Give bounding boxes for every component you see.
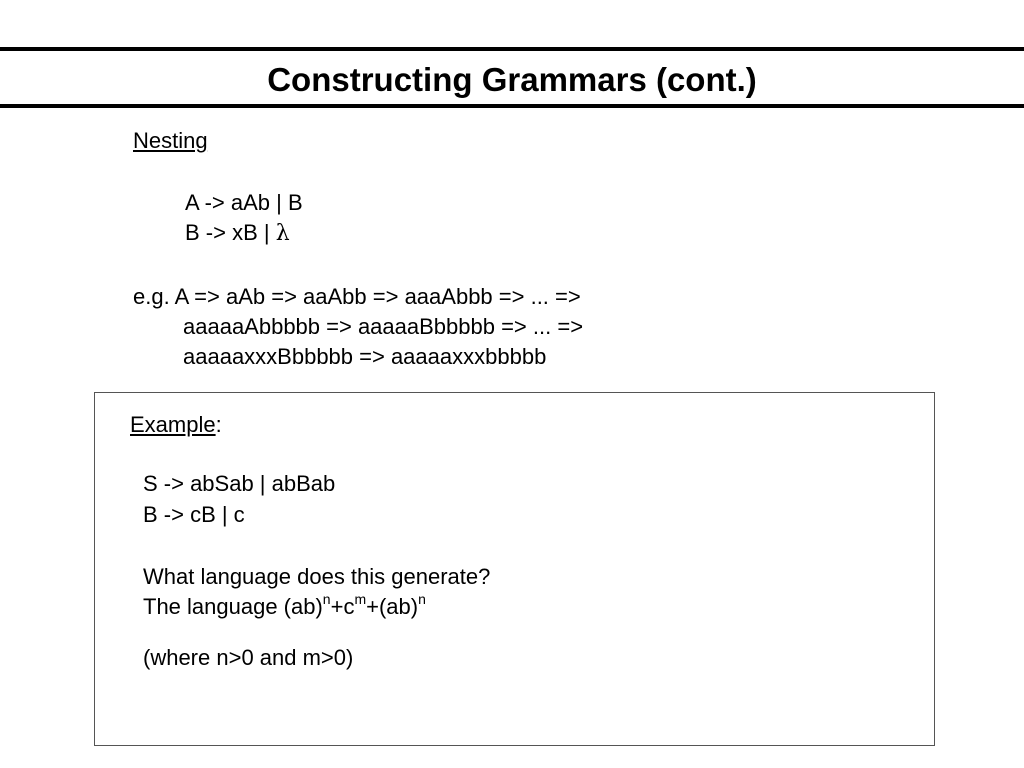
nesting-rule-2	[185, 219, 290, 248]
derivation-line-2: aaaaaAbbbbb => aaaaaBbbbbb => ... =>	[183, 314, 584, 339]
title-bottom-rule	[0, 104, 1024, 108]
nesting-heading: Nesting	[133, 128, 208, 153]
answer-sup-m: m	[354, 590, 367, 607]
example-heading-row	[130, 411, 222, 439]
example-heading-colon: :	[215, 412, 222, 437]
derivation-line-3: aaaaaxxxBbbbbb => aaaaaxxxbbbbb	[183, 344, 547, 369]
answer-sup-n-2: n	[418, 590, 426, 607]
lambda-symbol: λ	[275, 221, 290, 246]
example-condition: (where n>0 and m>0)	[143, 645, 354, 670]
title-top-rule	[0, 47, 1024, 51]
example-answer	[143, 590, 426, 621]
slide-title: Constructing Grammars (cont.)	[267, 61, 757, 98]
nesting-rule-2-text: B -> xB |	[185, 220, 276, 245]
example-rule-1: S -> abSab | abBab	[143, 471, 336, 496]
derivation-line-1: e.g. A => aAb => aaAbb => aaaAbbb => ... =>	[133, 284, 581, 309]
example-heading: Example	[130, 412, 216, 437]
answer-part-1: The language (ab)	[143, 594, 323, 619]
example-rule-2: B -> cB | c	[143, 502, 245, 527]
answer-part-3: +(ab)	[366, 594, 419, 619]
nesting-rule-1: A -> aAb | B	[185, 190, 303, 215]
answer-part-2: +c	[330, 594, 355, 619]
example-question: What language does this generate?	[143, 564, 491, 589]
answer-sup-n: n	[322, 590, 331, 607]
